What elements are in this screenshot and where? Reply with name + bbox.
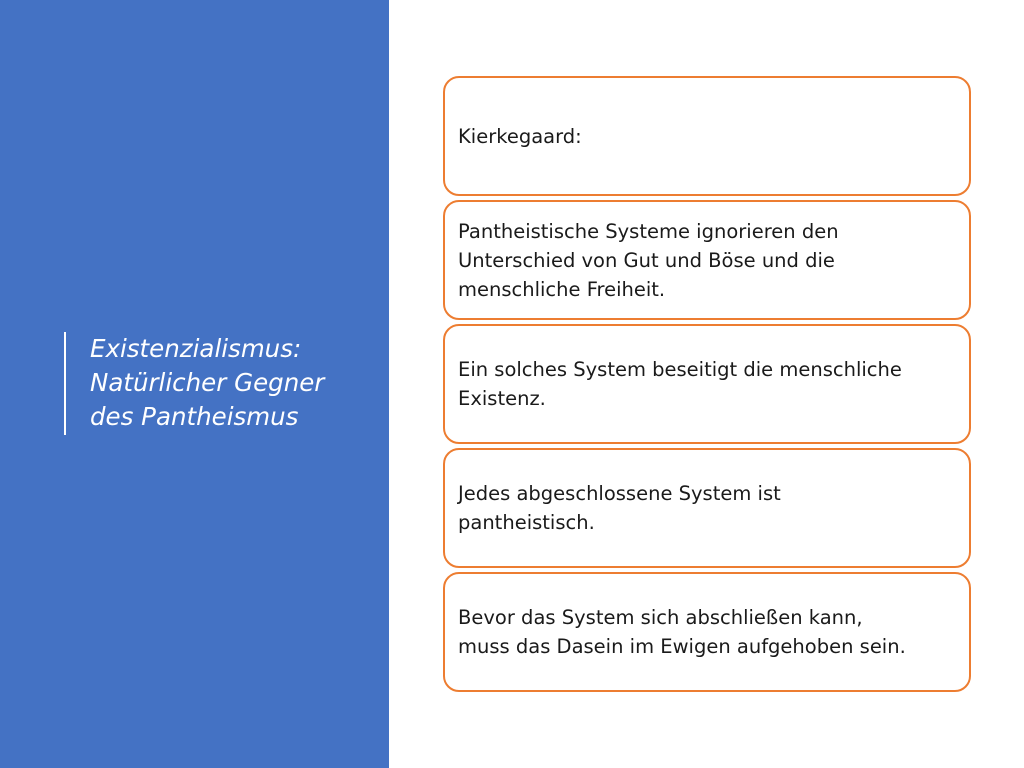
content-box-text bbox=[445, 479, 795, 537]
content-box-line: Bevor das System sich abschließen kann, bbox=[458, 606, 863, 629]
content-box-text bbox=[445, 217, 853, 304]
slide-title-line: des Pantheismus bbox=[90, 402, 299, 431]
content-box-existence bbox=[443, 324, 971, 444]
slide-title-line: Natürlicher Gegner bbox=[90, 368, 325, 397]
content-box-pantheistic-systems bbox=[443, 200, 971, 320]
content-box-closed-system bbox=[443, 448, 971, 568]
content-box-line: Existenz. bbox=[458, 387, 546, 410]
content-box-text bbox=[445, 355, 916, 413]
content-box-line: Jedes abgeschlossene System ist bbox=[458, 482, 781, 505]
content-box-line: Kierkegaard: bbox=[458, 124, 582, 148]
slide-title bbox=[90, 332, 380, 434]
slide-title-line: Existenzialismus: bbox=[90, 334, 302, 363]
content-box-line: Ein solches System beseitigt die menschliche bbox=[458, 358, 902, 381]
content-box-line: menschliche Freiheit. bbox=[458, 277, 666, 301]
content-box-line: Pantheistische Systeme ignorieren den bbox=[458, 219, 839, 243]
accent-line bbox=[64, 332, 66, 435]
title-panel bbox=[0, 0, 389, 768]
content-box-text bbox=[445, 603, 920, 661]
content-box-text bbox=[445, 122, 596, 151]
content-box-dasein bbox=[443, 572, 971, 692]
content-box-line: muss das Dasein im Ewigen aufgehoben sein. bbox=[458, 635, 906, 658]
content-box-line: Unterschied von Gut und Böse und die bbox=[458, 248, 835, 272]
content-box-kierkegaard bbox=[443, 76, 971, 196]
content-box-line: pantheistisch. bbox=[458, 511, 595, 534]
